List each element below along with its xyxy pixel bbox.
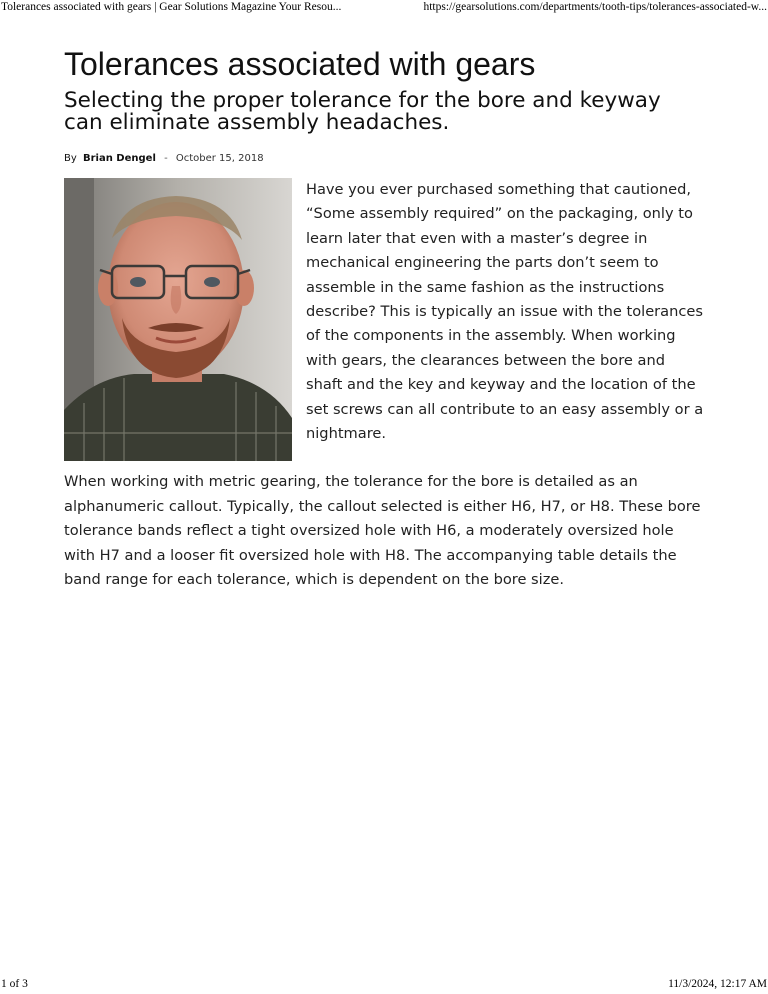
- author-photo: [64, 178, 292, 461]
- print-url: https://gearsolutions.com/departments/tooth-tips/tolerances-associated-w...: [423, 1, 767, 13]
- print-timestamp: 11/3/2024, 12:17 AM: [668, 978, 767, 990]
- article: [64, 44, 704, 593]
- article-subtitle: Selecting the proper tolerance for the bore and keyway can eliminate assembly headaches.: [64, 88, 661, 135]
- article-body: [64, 178, 704, 593]
- page-indicator: 1 of 3: [1, 978, 28, 990]
- publish-date: October 15, 2018: [175, 153, 264, 164]
- article-byline: [64, 152, 704, 166]
- print-header: [0, 0, 768, 16]
- byline-prefix: By: [64, 153, 77, 164]
- paragraph: Have you ever purchased something that cautioned, “Some assembly required” on the packaging, only to learn later that even with a master’s degree in mechanical engineering the parts don’t seem to assemble in the same fashion as the instructions describe? This is typically an issue with the tolerances of the components in the assembly. When working with gears, the clearances between the bore and shaft and the key and keyway and the location of the set screws can all contribute to an easy assembly or a nightmare.: [306, 181, 704, 443]
- article-title: Tolerances associated with gears: [64, 46, 536, 82]
- print-footer: [0, 978, 768, 994]
- byline-separator: -: [164, 153, 168, 164]
- paragraph: When working with metric gearing, the tolerance for the bore is detailed as an alphanumeric callout. Typically, the callout selected is either H6, H7, or H8. These bore tolerance bands reflect a tight oversized hole with H6, a moderately oversized hole with H7 and a looser fit oversized hole with H8. The accompanying table details the band range for each tolerance, which is dependent on the bore size.: [64, 473, 701, 589]
- author-link[interactable]: Brian Dengel: [82, 153, 156, 164]
- print-page-title: Tolerances associated with gears | Gear Solutions Magazine Your Resou...: [1, 1, 342, 13]
